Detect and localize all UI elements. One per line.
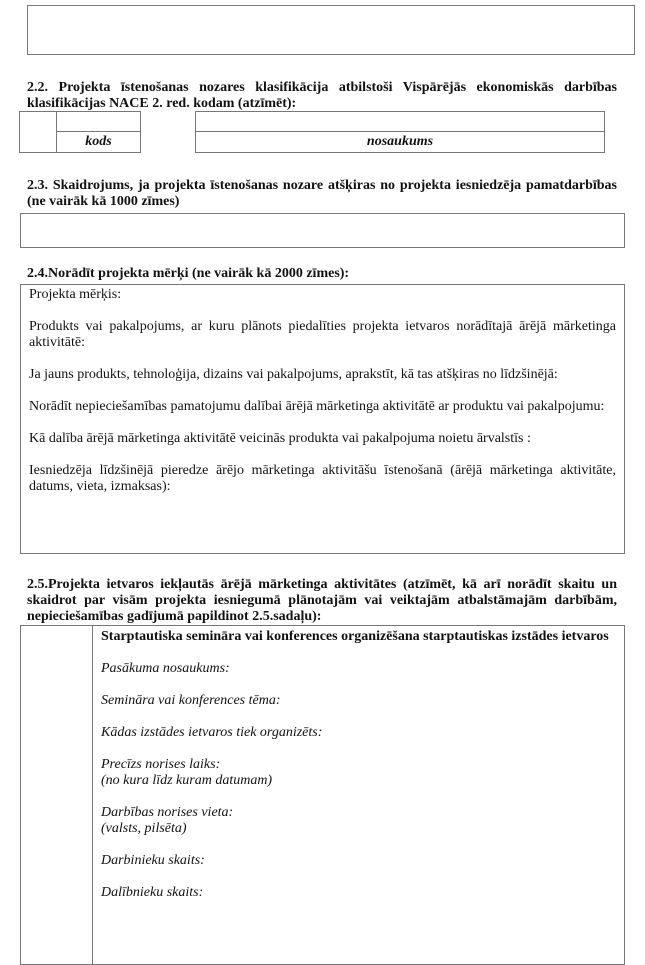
experience-field: Iesniedzēja līdzšinējā pieredze ārējo mārketinga aktivitāšu īstenošanā (ārējā mārketinga aktivitāte, datums, vieta, izmaksas): [29, 463, 616, 494]
section-2-4-heading: 2.4.Norādīt projekta mērķi (ne vairāk kā 2000 zīmes): [27, 266, 350, 281]
nace-checkbox-cell[interactable] [19, 111, 57, 153]
venue-hint: (valsts, pilsēta) [101, 821, 187, 836]
new-product-field: Ja jauns produkts, tehnoloģija, dizains vai pakalpojums, aprakstīt, kā tas atšķiras no līdzšinējā: [29, 367, 558, 382]
participant-count-label: Dalībnieku skaits: [101, 885, 204, 900]
nace-name-label: nosaukums [195, 131, 605, 153]
sector-explanation-input[interactable] [20, 213, 625, 248]
section-2-2-heading: 2.2. Projekta īstenošanas nozares klasifikācija atbilstoši Vispārējās ekonomiskās darbības klasifikācijas NACE 2. red. kodam (atzīmēt): [27, 80, 617, 111]
nace-code-input[interactable] [56, 111, 141, 132]
venue-label: Darbības norises vieta: [101, 805, 234, 820]
section-2-3-heading: 2.3. Skaidrojums, ja projekta īstenošanas nozare atšķiras no projekta iesniedzēja pamatdarbības (ne vairāk kā 1000 zīmes) [27, 178, 617, 209]
activity-details-cell[interactable] [92, 625, 625, 965]
activity-checkbox-cell[interactable] [20, 625, 93, 965]
seminar-topic-label: Semināra vai konferences tēma: [101, 693, 281, 708]
project-goal-box[interactable] [20, 284, 625, 554]
exact-time-label: Precīzs norises laiks: [101, 757, 221, 772]
event-name-label: Pasākuma nosaukums: [101, 661, 230, 676]
product-field: Produkts vai pakalpojums, ar kuru plānots piedalīties projekta ietvaros norādītajā ārējā mārketinga aktivitātē: [29, 319, 616, 350]
justification-field: Norādīt nepieciešamības pamatojumu dalībai ārējā mārketinga aktivitātē ar produktu vai pakalpojumu: [29, 399, 605, 414]
export-promotion-field: Kā dalība ārējā mārketinga aktivitātē veicinās produkta vai pakalpojuma noietu ārvalstīs : [29, 431, 531, 446]
activity-title: Starptautiska semināra vai konferences organizēšana starptautiskas izstādes ietvaros [101, 629, 609, 644]
employee-count-label: Darbinieku skaits: [101, 853, 205, 868]
section-2-5-heading: 2.5.Projekta ietvaros iekļautās ārējā mārketinga aktivitātes (atzīmēt, kā arī norādīt skaitu un skaidrot par visām projekta iesniegumā plānotajām vai veiktajām atbalstāmajām darbībām, nepieciešamības gadījumā papildinot 2.5.sadaļu): [27, 577, 617, 624]
goal-field: Projekta mērķis: [29, 287, 122, 302]
nace-code-label: kods [56, 131, 141, 153]
exhibition-label: Kādas izstādes ietvaros tiek organizēts: [101, 725, 323, 740]
exact-time-hint: (no kura līdz kuram datumam) [101, 773, 273, 788]
nace-name-input[interactable] [195, 111, 605, 132]
previous-section-input-box[interactable] [27, 5, 635, 55]
